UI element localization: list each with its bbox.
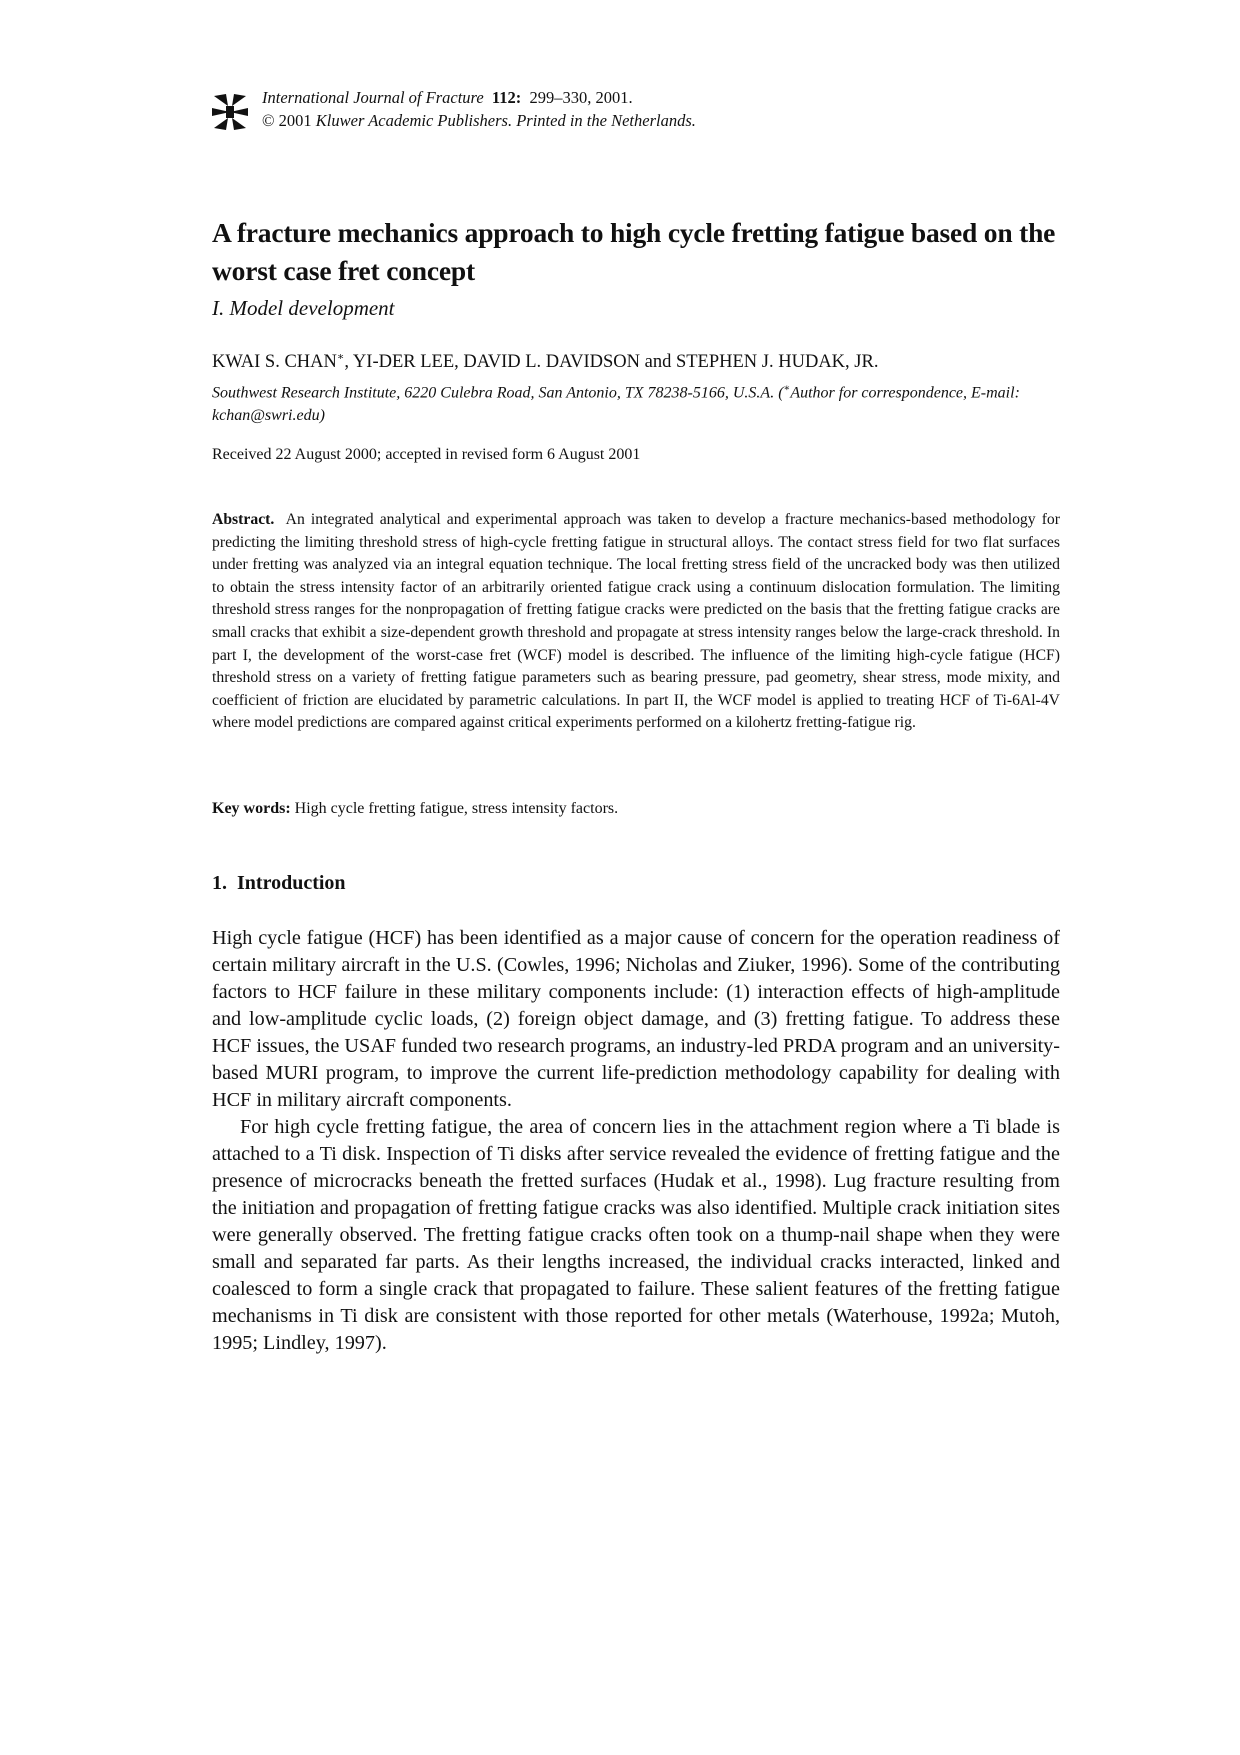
corresponding-author: KWAI S. CHAN xyxy=(212,352,337,373)
publisher-logo-icon xyxy=(212,92,248,132)
keywords-label: Key words: xyxy=(212,800,291,817)
received-dates: Received 22 August 2000; accepted in revised form 6 August 2001 xyxy=(212,446,641,463)
paper-title: A fracture mechanics approach to high cycle fretting fatigue based on the worst case fret concept xyxy=(212,217,1056,286)
keywords xyxy=(212,800,618,818)
section-number: 1. xyxy=(212,872,227,894)
affiliation xyxy=(212,377,1060,427)
other-authors: , YI-DER LEE, DAVID L. DAVIDSON and STEPHEN J. HUDAK, JR. xyxy=(344,352,879,373)
abstract-text: An integrated analytical and experimental approach was taken to develop a fracture mechanics-based methodology for predicting the limiting threshold stress of high-cycle fretting fatigue in structural alloys. The contact stress field for two flat surfaces under fretting was analyzed via an integral equation technique. The local fretting stress field of the uncracked body was then utilized to obtain the stress intensity factor of an arbitrarily oriented fatigue crack using a continuum dislocation formulation. The limiting threshold stress ranges for the nonpropagation of fretting fatigue cracks were predicted on the basis that the fretting fatigue cracks are small cracks that exhibit a size-dependent growth threshold and propagate at stress intensity ranges below the large-crack threshold. In part I, the development of the worst-case fret (WCF) model is described. The influence of the limiting high-cycle fatigue (HCF) threshold stress on a variety of fretting fatigue parameters such as bearing pressure, pad geometry, shear stress, mode mixity, and coefficient of friction are elucidated by parametric calculations. In part II, the WCF model is applied to treating HCF of Ti-6Al-4V where model predictions are compared against critical experiments performed on a kilohertz fretting-fatigue rig. xyxy=(212,511,1060,732)
affiliation-footnote-mark: ∗ xyxy=(783,383,791,394)
author-list xyxy=(212,350,878,373)
journal-volume: 112: xyxy=(491,88,522,107)
author-footnote-mark: ∗ xyxy=(336,351,345,363)
abstract-label: Abstract. xyxy=(212,511,275,528)
section-heading xyxy=(212,872,346,895)
abstract xyxy=(212,509,1060,735)
keywords-text: High cycle fretting fatigue, stress intensity factors. xyxy=(294,800,619,817)
publisher-line: Kluwer Academic Publishers. Printed in the Netherlands. xyxy=(315,111,696,130)
paragraph: For high cycle fretting fatigue, the area of concern lies in the attachment region where a Ti blade is attached to a Ti disk. Inspection of Ti disks after service revealed the evidence of fretting fatigue and the presence of microcracks beneath the fretted surfaces (Hudak et al., 1998). Lug fracture resulting from the initiation and propagation of fretting fatigue cracks was also identified. Multiple crack initiation sites were generally observed. The fretting fatigue cracks often took on a thump-nail shape when they were small and separated far parts. As their lengths increased, the individual cracks interacted, linked and coalesced to form a single crack that propagated to failure. These salient features of the fretting fatigue mechanisms in Ti disk are consistent with those reported for other metals (Waterhouse, 1992a; Mutoh, 1995; Lindley, 1997). xyxy=(212,1116,1060,1354)
introduction-body xyxy=(212,925,1060,1357)
correspondence-note: Author for correspondence, E-mail: kchan@swri.edu) xyxy=(212,384,1020,425)
section-title: Introduction xyxy=(237,872,346,894)
journal-copyright xyxy=(262,109,696,132)
journal-citation xyxy=(262,86,696,109)
paper-subtitle: I. Model development xyxy=(212,296,395,320)
paragraph: High cycle fatigue (HCF) has been identified as a major cause of concern for the operation readiness of certain military aircraft in the U.S. (Cowles, 1996; Nicholas and Ziuker, 1996). Some of the contributing factors to HCF failure in these military components include: (1) interaction effects of high-amplitude and low-amplitude cyclic loads, (2) foreign object damage, and (3) fretting fatigue. To address these HCF issues, the USAF funded two research programs, an industry-led PRDA program and an university-based MURI program, to improve the current life-prediction methodology capability for dealing with HCF in military aircraft components. xyxy=(212,927,1060,1111)
journal-header xyxy=(212,86,1060,138)
journal-name: International Journal of Fracture xyxy=(262,88,484,107)
copyright-year: © 2001 xyxy=(262,111,312,130)
affiliation-address: Southwest Research Institute, 6220 Culebra Road, San Antonio, TX 78238-5166, U.S.A. ( xyxy=(212,384,784,402)
journal-pages-year: 299–330, 2001. xyxy=(529,88,633,107)
